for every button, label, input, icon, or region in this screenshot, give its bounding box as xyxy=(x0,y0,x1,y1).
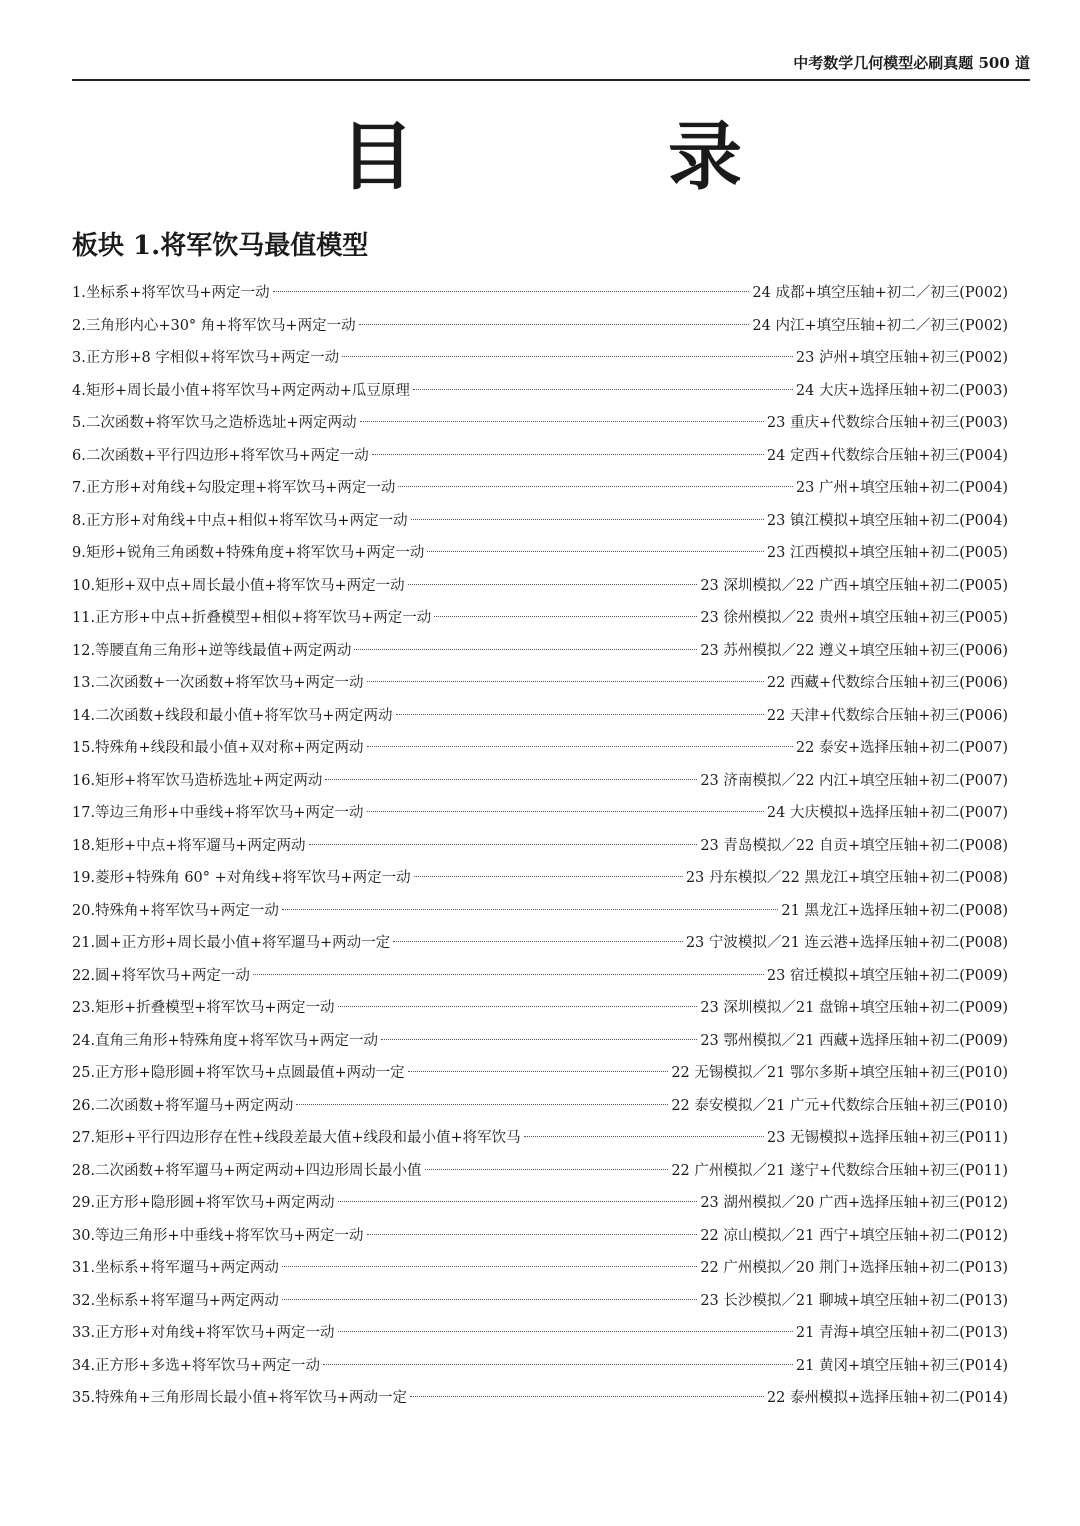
dot-leader xyxy=(309,844,698,845)
toc-entry-topic: 2.三角形内心+30° 角+将军饮马+两定一动 xyxy=(72,317,356,334)
toc-entry-source: 24 内江+填空压轴+初二／初三(P002) xyxy=(752,317,1008,334)
toc-entry[interactable] xyxy=(72,310,1008,343)
toc-entry[interactable] xyxy=(72,700,1008,733)
toc-entry-topic: 31.坐标系+将军遛马+两定两动 xyxy=(72,1260,279,1276)
dot-leader xyxy=(367,811,764,812)
toc-entry[interactable] xyxy=(72,765,1008,798)
toc-entry-topic: 24.直角三角形+特殊角度+将军饮马+两定一动 xyxy=(72,1032,379,1049)
toc-entry-source: 23 济南模拟／22 内江+填空压轴+初二(P007) xyxy=(700,772,1008,789)
dot-leader xyxy=(393,941,683,942)
toc-entry-source: 23 泸州+填空压轴+初三(P002) xyxy=(795,350,1008,366)
toc-entry-source: 23 深圳模拟／22 广西+填空压轴+初二(P005) xyxy=(700,577,1008,594)
toc-entry[interactable] xyxy=(72,1155,1008,1188)
toc-entry[interactable] xyxy=(72,602,1008,635)
dot-leader xyxy=(410,1396,764,1397)
toc-entry[interactable] xyxy=(72,635,1008,668)
toc-entry[interactable] xyxy=(72,1317,1008,1350)
title-char-1: 目 xyxy=(340,114,414,200)
toc-entry-topic: 27.矩形+平行四边形存在性+线段差最大值+线段和最小值+将军饮马 xyxy=(72,1130,521,1146)
dot-leader xyxy=(408,1071,669,1072)
toc-entry-source: 23 镇江模拟+填空压轴+初二(P004) xyxy=(766,512,1008,529)
toc-entry-source: 22 凉山模拟／21 西宁+填空压轴+初二(P012) xyxy=(700,1227,1008,1244)
toc-entry-topic: 28.二次函数+将军遛马+两定两动+四边形周长最小值 xyxy=(72,1162,422,1179)
toc-entry[interactable] xyxy=(72,1122,1008,1155)
toc-entry[interactable] xyxy=(72,1350,1008,1383)
toc-entry-topic: 6.二次函数+平行四边形+将军饮马+两定一动 xyxy=(72,447,369,464)
toc-entry-topic: 30.等边三角形+中垂线+将军饮马+两定一动 xyxy=(72,1227,364,1244)
dot-leader xyxy=(408,584,698,585)
toc-entry-topic: 16.矩形+将军饮马造桥选址+两定两动 xyxy=(72,772,323,789)
toc-entry[interactable] xyxy=(72,505,1008,538)
toc-entry-topic: 23.矩形+折叠模型+将军饮马+两定一动 xyxy=(72,1000,335,1016)
toc-entry-topic: 25.正方形+隐形圆+将军饮马+点圆最值+两动一定 xyxy=(72,1065,405,1081)
dot-leader xyxy=(367,681,764,682)
dot-leader xyxy=(396,714,764,715)
toc-entry[interactable] xyxy=(72,342,1008,375)
toc-entry-topic: 12.等腰直角三角形+逆等线最值+两定两动 xyxy=(72,642,352,659)
toc-entry-topic: 4.矩形+周长最小值+将军饮马+两定两动+瓜豆原理 xyxy=(72,382,410,399)
toc-entry-source: 24 成都+填空压轴+初二／初三(P002) xyxy=(752,285,1008,301)
running-header: 中考数学几何模型必刷真题 500 道 xyxy=(72,52,1030,81)
toc-entry-source: 23 湖州模拟／20 广西+选择压轴+初三(P012) xyxy=(700,1195,1008,1211)
toc-entry-topic: 35.特殊角+三角形周长最小值+将军饮马+两动一定 xyxy=(72,1390,408,1406)
section-heading: 板块 1.将军饮马最值模型 xyxy=(72,231,369,261)
dot-leader xyxy=(367,1234,698,1235)
toc-entry[interactable] xyxy=(72,1285,1008,1318)
toc-entry-source: 21 黑龙江+选择压轴+初二(P008) xyxy=(781,902,1008,919)
toc-entry-source: 21 黄冈+填空压轴+初三(P014) xyxy=(795,1357,1008,1374)
toc-entry-topic: 13.二次函数+一次函数+将军饮马+两定一动 xyxy=(72,675,364,691)
toc-entry[interactable] xyxy=(72,797,1008,830)
dot-leader xyxy=(354,649,697,650)
toc-entry-source: 22 广州模拟／20 荆门+选择压轴+初二(P013) xyxy=(700,1260,1008,1276)
dot-leader xyxy=(323,1364,793,1365)
dot-leader xyxy=(425,1169,669,1170)
toc-entry-source: 22 无锡模拟／21 鄂尔多斯+填空压轴+初三(P010) xyxy=(671,1065,1008,1081)
dot-leader xyxy=(524,1136,764,1137)
dot-leader xyxy=(411,519,764,520)
toc-entry[interactable] xyxy=(72,992,1008,1025)
dot-leader xyxy=(367,746,793,747)
toc-entry-topic: 11.正方形+中点+折叠模型+相似+将军饮马+两定一动 xyxy=(72,610,432,626)
toc-entry[interactable] xyxy=(72,277,1008,310)
dot-leader xyxy=(381,1039,697,1040)
page-title xyxy=(0,112,1080,202)
toc-entry-topic: 7.正方形+对角线+勾股定理+将军饮马+两定一动 xyxy=(72,480,396,496)
toc-entry[interactable] xyxy=(72,1252,1008,1285)
toc-entry-source: 23 鄂州模拟／21 西藏+选择压轴+初二(P009) xyxy=(700,1032,1008,1049)
toc-entry[interactable] xyxy=(72,375,1008,408)
dot-leader xyxy=(325,779,697,780)
toc-entry-source: 23 徐州模拟／22 贵州+填空压轴+初三(P005) xyxy=(700,610,1008,626)
toc-entry[interactable] xyxy=(72,1025,1008,1058)
toc-entry-topic: 1.坐标系+将军饮马+两定一动 xyxy=(72,285,270,301)
toc-entry-topic: 20.特殊角+将军饮马+两定一动 xyxy=(72,902,279,919)
toc-entry[interactable] xyxy=(72,732,1008,765)
toc-entry[interactable] xyxy=(72,830,1008,863)
toc-entry-topic: 32.坐标系+将军遛马+两定两动 xyxy=(72,1292,279,1309)
dot-leader xyxy=(282,1299,697,1300)
toc-entry-source: 23 无锡模拟+选择压轴+初三(P011) xyxy=(766,1130,1008,1146)
toc-entry-source: 24 大庆模拟+选择压轴+初二(P007) xyxy=(766,805,1008,821)
toc-entry-topic: 18.矩形+中点+将军遛马+两定两动 xyxy=(72,837,306,854)
toc-entry-source: 21 青海+填空压轴+初二(P013) xyxy=(795,1325,1008,1341)
toc-entry[interactable] xyxy=(72,895,1008,928)
dot-leader xyxy=(342,356,793,357)
toc-entry-topic: 33.正方形+对角线+将军饮马+两定一动 xyxy=(72,1325,335,1341)
title-char-2: 录 xyxy=(668,114,742,200)
toc-entry[interactable] xyxy=(72,440,1008,473)
toc-entry[interactable] xyxy=(72,1187,1008,1220)
toc-entry-topic: 17.等边三角形+中垂线+将军饮马+两定一动 xyxy=(72,805,364,821)
toc-entry-source: 22 泰州模拟+选择压轴+初二(P014) xyxy=(766,1390,1008,1406)
dot-leader xyxy=(427,551,763,552)
dot-leader xyxy=(282,1266,697,1267)
toc-entry-source: 23 宿迁模拟+填空压轴+初二(P009) xyxy=(766,967,1008,984)
toc-entry-source: 23 苏州模拟／22 遵义+填空压轴+初三(P006) xyxy=(700,642,1008,659)
toc-entry-topic: 8.正方形+对角线+中点+相似+将军饮马+两定一动 xyxy=(72,512,408,529)
toc-entry-topic: 14.二次函数+线段和最小值+将军饮马+两定两动 xyxy=(72,707,393,724)
toc-entry-topic: 3.正方形+8 字相似+将军饮马+两定一动 xyxy=(72,350,340,366)
toc-entry[interactable] xyxy=(72,407,1008,440)
toc-entry-source: 22 泰安+选择压轴+初二(P007) xyxy=(795,740,1008,756)
toc-entry-topic: 19.菱形+特殊角 60° +对角线+将军饮马+两定一动 xyxy=(72,870,411,886)
toc-entry-topic: 21.圆+正方形+周长最小值+将军遛马+两动一定 xyxy=(72,935,391,951)
toc-entry-source: 23 宁波模拟／21 连云港+选择压轴+初二(P008) xyxy=(685,935,1008,951)
toc-entry-source: 22 西藏+代数综合压轴+初三(P006) xyxy=(766,675,1008,691)
toc-entry-source: 24 大庆+选择压轴+初二(P003) xyxy=(795,382,1008,399)
toc-entry[interactable] xyxy=(72,1090,1008,1123)
toc-entry[interactable] xyxy=(72,537,1008,570)
dot-leader xyxy=(296,1104,668,1105)
toc-entry-source: 22 天津+代数综合压轴+初三(P006) xyxy=(766,707,1008,724)
toc-entry-source: 22 广州模拟／21 遂宁+代数综合压轴+初三(P011) xyxy=(671,1162,1008,1179)
toc-entry-source: 23 深圳模拟／21 盘锦+填空压轴+初二(P009) xyxy=(700,1000,1008,1016)
toc-entry-topic: 9.矩形+锐角三角函数+特殊角度+将军饮马+两定一动 xyxy=(72,545,425,561)
dot-leader xyxy=(338,1006,698,1007)
toc-entry[interactable] xyxy=(72,472,1008,505)
dot-leader xyxy=(282,909,779,910)
toc-entry-source: 22 泰安模拟／21 广元+代数综合压轴+初三(P010) xyxy=(671,1097,1008,1114)
dot-leader xyxy=(253,974,764,975)
dot-leader xyxy=(413,389,793,390)
toc-entry-topic: 29.正方形+隐形圆+将军饮马+两定两动 xyxy=(72,1195,335,1211)
toc-entry[interactable] xyxy=(72,927,1008,960)
toc-entry[interactable] xyxy=(72,862,1008,895)
dot-leader xyxy=(359,324,750,325)
dot-leader xyxy=(398,486,792,487)
toc-entry-source: 24 定西+代数综合压轴+初三(P004) xyxy=(766,447,1008,464)
table-of-contents xyxy=(72,277,1008,1415)
toc-entry-source: 23 丹东模拟／22 黑龙江+填空压轴+初二(P008) xyxy=(685,870,1008,886)
toc-entry-source: 23 长沙模拟／21 聊城+填空压轴+初二(P013) xyxy=(700,1292,1008,1309)
toc-entry-topic: 34.正方形+多选+将军饮马+两定一动 xyxy=(72,1357,321,1374)
toc-entry-topic: 10.矩形+双中点+周长最小值+将军饮马+两定一动 xyxy=(72,577,405,594)
dot-leader xyxy=(273,291,750,292)
dot-leader xyxy=(434,616,697,617)
dot-leader xyxy=(414,876,683,877)
toc-entry-source: 23 重庆+代数综合压轴+初三(P003) xyxy=(766,415,1008,431)
dot-leader xyxy=(372,454,764,455)
toc-entry[interactable] xyxy=(72,960,1008,993)
toc-entry-topic: 26.二次函数+将军遛马+两定两动 xyxy=(72,1097,294,1114)
dot-leader xyxy=(360,421,764,422)
toc-entry-topic: 5.二次函数+将军饮马之造桥选址+两定两动 xyxy=(72,415,357,431)
toc-entry-source: 23 广州+填空压轴+初二(P004) xyxy=(795,480,1008,496)
toc-entry-topic: 22.圆+将军饮马+两定一动 xyxy=(72,967,250,984)
toc-entry[interactable] xyxy=(72,667,1008,700)
toc-entry-source: 23 江西模拟+填空压轴+初二(P005) xyxy=(766,545,1008,561)
toc-entry-topic: 15.特殊角+线段和最小值+双对称+两定两动 xyxy=(72,740,364,756)
dot-leader xyxy=(338,1331,793,1332)
toc-entry[interactable] xyxy=(72,1220,1008,1253)
dot-leader xyxy=(338,1201,698,1202)
toc-entry[interactable] xyxy=(72,1382,1008,1415)
toc-entry[interactable] xyxy=(72,1057,1008,1090)
toc-entry-source: 23 青岛模拟／22 自贡+填空压轴+初二(P008) xyxy=(700,837,1008,854)
toc-entry[interactable] xyxy=(72,570,1008,603)
